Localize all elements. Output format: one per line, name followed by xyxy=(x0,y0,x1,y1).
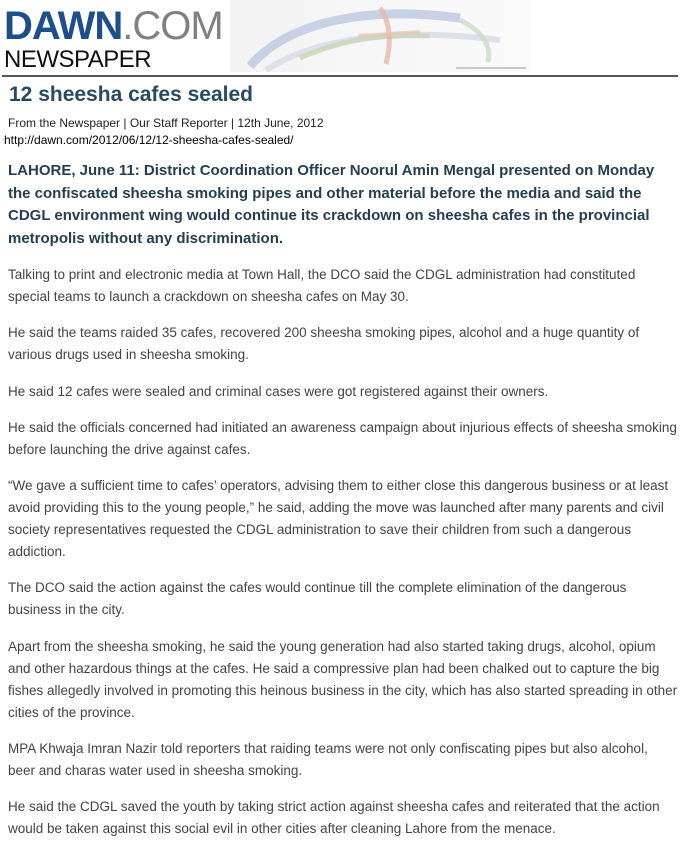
header-divider xyxy=(2,75,678,77)
article-lead: LAHORE, June 11: District Coordination Officer Noorul Amin Mengal presented on Monday the confiscated sheesha smoking pipes and other material before the media and said the CDGL environment wing would continue its crackdown on sheesha cafes in the provincial metropolis without any discrimination. xyxy=(8,162,655,247)
article-paragraph: He said the teams raided 35 cafes, recovered 200 sheesha smoking pipes, alcohol and a huge quantity of various drugs used in sheesha smoking. xyxy=(8,325,640,363)
logo-dawn-text: DAWN xyxy=(4,4,123,48)
masthead xyxy=(0,0,682,76)
article-paragraph: He said the CDGL saved the youth by taking strict action against sheesha cafes and reiterated that the action would be taken against this social evil in other cities after cleaning Lahore from the menace. xyxy=(8,799,660,837)
banner-swoosh-graphic xyxy=(230,0,530,72)
article-paragraph: “We gave a sufficient time to cafes’ operators, advising them to either close this dangerous business or at least avoid providing this to the young people,” he said, adding the move was launched after many parents and civil society representatives requested the CDGL administration to save their children from such a dangerous addiction. xyxy=(8,478,669,560)
article-byline: From the Newspaper | Our Staff Reporter | 12th June, 2012 xyxy=(8,116,324,130)
dawn-logo[interactable] xyxy=(4,6,230,72)
article-paragraph: He said 12 cafes were sealed and criminal cases were got registered against their owners. xyxy=(8,383,549,399)
logo-com-text: .COM xyxy=(122,4,223,48)
article-paragraph: MPA Khwaja Imran Nazir told reporters that raiding teams were not only confiscating pipes but also alcohol, beer and charas water used in sheesha smoking. xyxy=(8,741,648,779)
logo-newspaper-text: NEWSPAPER xyxy=(4,46,152,73)
article-paragraph: Talking to print and electronic media at Town Hall, the DCO said the CDGL administration had constituted special teams to launch a crackdown on sheesha cafes on May 30. xyxy=(8,267,636,304)
article-paragraph: The DCO said the action against the cafes would continue till the complete elimination of the dangerous business in the city. xyxy=(8,580,627,618)
article-headline: 12 sheesha cafes sealed xyxy=(9,83,254,106)
article-paragraph: He said the officials concerned had initiated an awareness campaign about injurious effects of sheesha smoking before launching the drive against cafes. xyxy=(8,419,677,457)
article-paragraph: Apart from the sheesha smoking, he said the young generation had also started taking drugs, alcohol, opium and other hazardous things at the cafes. He said a compressive plan had been chalked out to capture the big fishes allegedly involved in promoting this heinous business in the city, which has also started spreading in other cities of the province. xyxy=(8,638,678,720)
logo-wordmark xyxy=(4,6,223,46)
article-body xyxy=(8,160,678,855)
article-url: http://dawn.com/2012/06/12/12-sheesha-cafes-sealed/ xyxy=(4,133,294,147)
